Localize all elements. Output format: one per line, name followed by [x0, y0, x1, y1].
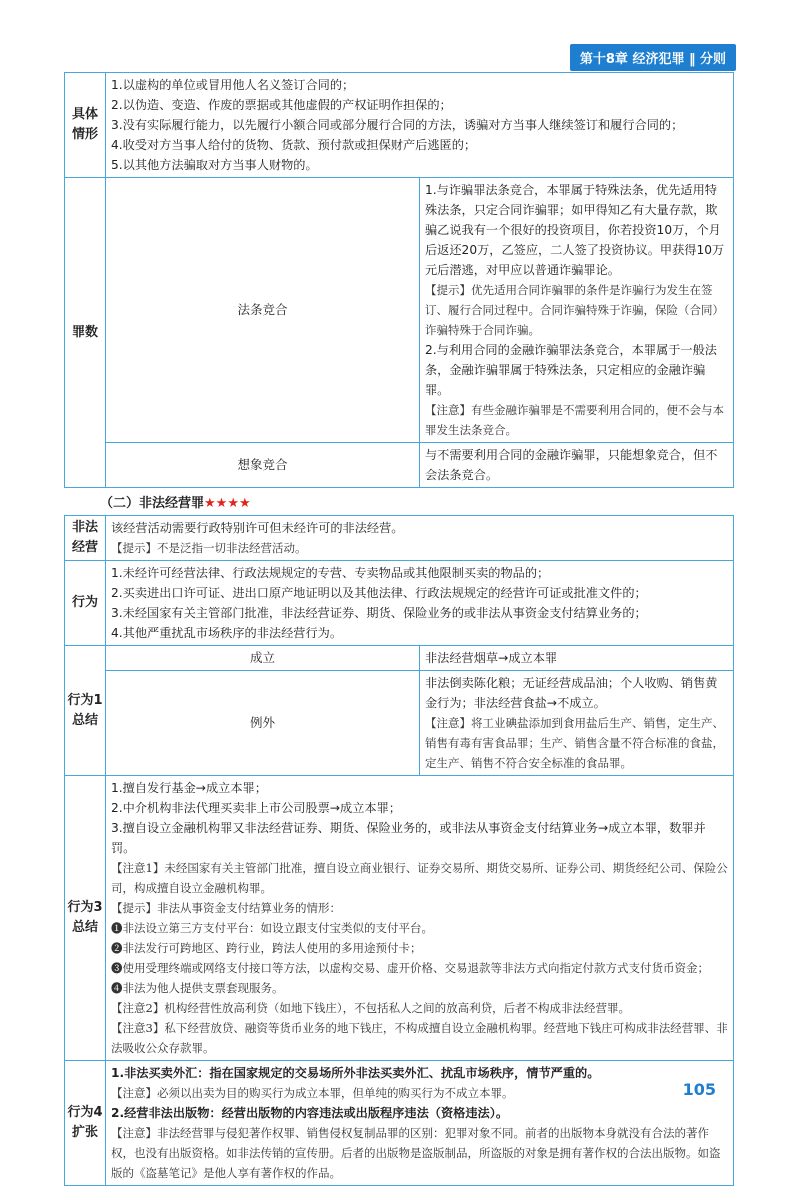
imaginative-label: 想象竞合 — [106, 443, 420, 488]
behavior3-row — [65, 776, 734, 1061]
crimes-row-1 — [65, 178, 734, 443]
fraud-table — [64, 72, 734, 488]
list-item: 3.未经国家有关主管部门批准，非法经营证券、期货、保险业务的或非法从事资金支付结算业务的； — [111, 606, 647, 620]
behavior4-item1: 1.非法买卖外汇：指在国家规定的交易场所外非法买卖外汇、扰乱市场秩序，情节严重的。 — [111, 1066, 600, 1080]
list-item: 2.以伪造、变造、作废的票据或其他虚假的产权证明作担保的； — [111, 98, 452, 112]
definition-content — [106, 516, 734, 561]
establish-text: 非法经营烟草→成立本罪 — [420, 646, 734, 671]
list-item: 5.以其他方法骗取对方当事人财物的。 — [111, 158, 318, 172]
list-item: ❷非法发行可跨地区、跨行业，跨法人使用的多用途预付卡； — [111, 941, 422, 955]
behavior4-row — [65, 1061, 734, 1186]
list-item: 3.擅自设立金融机构罪又非法经营证券、期货、保险业务的，或非法从事资金支付结算业务→成立本罪，数罪并罚。 — [111, 821, 706, 855]
exception-note: 【注意】将工业碘盐添加到食用盐后生产、销售，定生产、销售有毒有害食品罪；生产、销售含量不符合标准的食盐，定生产、销售不符合安全标准的食品罪。 — [425, 716, 724, 770]
illegal-table — [64, 515, 734, 1186]
definition-text: 该经营活动需要行政特别许可但未经许可的非法经营。 — [111, 521, 404, 535]
list-item: 1.以虚构的单位或冒用他人名义签订合同的； — [111, 78, 355, 92]
crimes-label: 罪数 — [65, 178, 106, 488]
behavior-content — [106, 561, 734, 646]
competition-label: 法条竞合 — [106, 178, 420, 443]
behavior4-label: 行为4扩张 — [65, 1061, 106, 1186]
establish-label: 成立 — [106, 646, 420, 671]
competition-tip: 【提示】优先适用合同诈骗罪的条件是诈骗行为发生在签订、履行合同过程中。合同诈骗特殊于诈骗，保险（合同）诈骗特殊于合同诈骗。 — [425, 283, 724, 337]
definition-tip: 【提示】不是泛指一切非法经营活动。 — [111, 541, 307, 555]
behavior1-label: 行为1总结 — [65, 646, 106, 776]
specific-label: 具体情形 — [65, 73, 106, 178]
list-item: 3.没有实际履行能力，以先履行小额合同或部分履行合同的方法，诱骗对方当事人继续签订和履行合同的； — [111, 118, 684, 132]
specific-content — [106, 73, 734, 178]
behavior-row — [65, 561, 734, 646]
behavior3-note3: 【注意3】私下经营放贷、融资等货币业务的地下钱庄，不构成擅自设立金融机构罪。经营地下钱庄可构成非法经营罪、非法吸收公众存款罪。 — [111, 1021, 728, 1055]
competition-p1: 1.与诈骗罪法条竞合，本罪属于特殊法条，优先适用特殊法条，只定合同诈骗罪；如甲得知乙有大量存款，欺骗乙说我有一个很好的投资项目，你若投资10万，个月后返还20万，乙签应，二人签了投资协议。甲获得10万元后潜逃，对甲应以普通诈骗罪论。 — [425, 183, 725, 277]
behavior-label: 行为 — [65, 561, 106, 646]
behavior4-content — [106, 1061, 734, 1186]
behavior3-note1: 【注意1】未经国家有关主管部门批准，擅自设立商业银行、证券交易所、期货交易所、证券公司、期货经纪公司、保险公司，构成擅自设立金融机构罪。 — [111, 861, 728, 895]
behavior3-content — [106, 776, 734, 1061]
behavior4-note1: 【注意】必须以出卖为目的购买行为成立本罪，但单纯的购买行为不成立本罪。 — [111, 1086, 514, 1100]
competition-content — [420, 178, 734, 443]
exception-text: 非法倒卖陈化粮；无证经营成品油；个人收购、销售黄金行为；非法经营食盐→不成立。 — [425, 676, 718, 710]
section-title-text: （二）非法经营罪 — [100, 496, 205, 511]
star-icons: ★★★★ — [204, 496, 251, 511]
definition-label: 非法经营 — [65, 516, 106, 561]
behavior1-row-2 — [65, 671, 734, 776]
exception-label: 例外 — [106, 671, 420, 776]
competition-p2: 2.与利用合同的金融诈骗罪法条竞合，本罪属于一般法条，金融诈骗罪属于特殊法条，只定相应的金融诈骗罪。 — [425, 343, 717, 397]
behavior1-row-1 — [65, 646, 734, 671]
behavior4-item2: 2.经营非法出版物：经营出版物的内容违法或出版程序违法（资格违法）。 — [111, 1106, 509, 1120]
content-page — [64, 72, 734, 1186]
list-item: ❸使用受理终端或网络支付接口等方法，以虚构交易、虚开价格、交易退款等非法方式向指定付款方式支付货币资金； — [111, 961, 709, 975]
list-item: 4.其他严重扰乱市场秩序的非法经营行为。 — [111, 626, 343, 640]
page-number: 105 — [682, 1080, 716, 1099]
behavior4-note2: 【注意】非法经营罪与侵犯著作权罪、销售侵权复制品罪的区别：犯罪对象不同。前者的出版物本身就没有合法的著作权，也没有出版资格。如非法传销的宣传册。后者的出版物是盗版制品，所盗版的对象是拥有著作权的合法出版物。如盗版的《盗墓笔记》是他人享有著作权的作品。 — [111, 1126, 721, 1180]
list-item: 1.未经许可经营法律、行政法规规定的专营、专卖物品或其他限制买卖的物品的； — [111, 566, 550, 580]
list-item: ❶非法设立第三方支付平台：如设立跟支付宝类似的支付平台。 — [111, 921, 433, 935]
section-title — [64, 488, 734, 515]
list-item: 1.擅自发行基金→成立本罪； — [111, 781, 267, 795]
definition-row — [65, 516, 734, 561]
specific-row — [65, 73, 734, 178]
behavior3-label: 行为3总结 — [65, 776, 106, 1061]
behavior3-note2: 【注意2】机构经营性放高利贷（如地下钱庄），不包括私人之间的放高利贷，后者不构成非法经营罪。 — [111, 1001, 631, 1015]
chapter-header: 第十8章 经济犯罪 ‖ 分则 — [570, 44, 736, 71]
list-item: 2.中介机构非法代理买卖非上市公司股票→成立本罪； — [111, 801, 401, 815]
exception-content — [420, 671, 734, 776]
crimes-row-2 — [65, 443, 734, 488]
list-item: ❹非法为他人提供支票套现服务。 — [111, 981, 284, 995]
list-item: 4.收受对方当事人给付的货物、货款、预付款或担保财产后逃匿的； — [111, 138, 477, 152]
list-item: 2.买卖进出口许可证、进出口原产地证明以及其他法律、行政法规规定的经营许可证或批准文件的； — [111, 586, 647, 600]
behavior3-tip: 【提示】非法从事资金支付结算业务的情形： — [111, 901, 341, 915]
competition-note: 【注意】有些金融诈骗罪是不需要利用合同的，便不会与本罪发生法条竞合。 — [425, 403, 724, 437]
imaginative-text: 与不需要利用合同的金融诈骗罪，只能想象竞合，但不会法条竞合。 — [420, 443, 734, 488]
